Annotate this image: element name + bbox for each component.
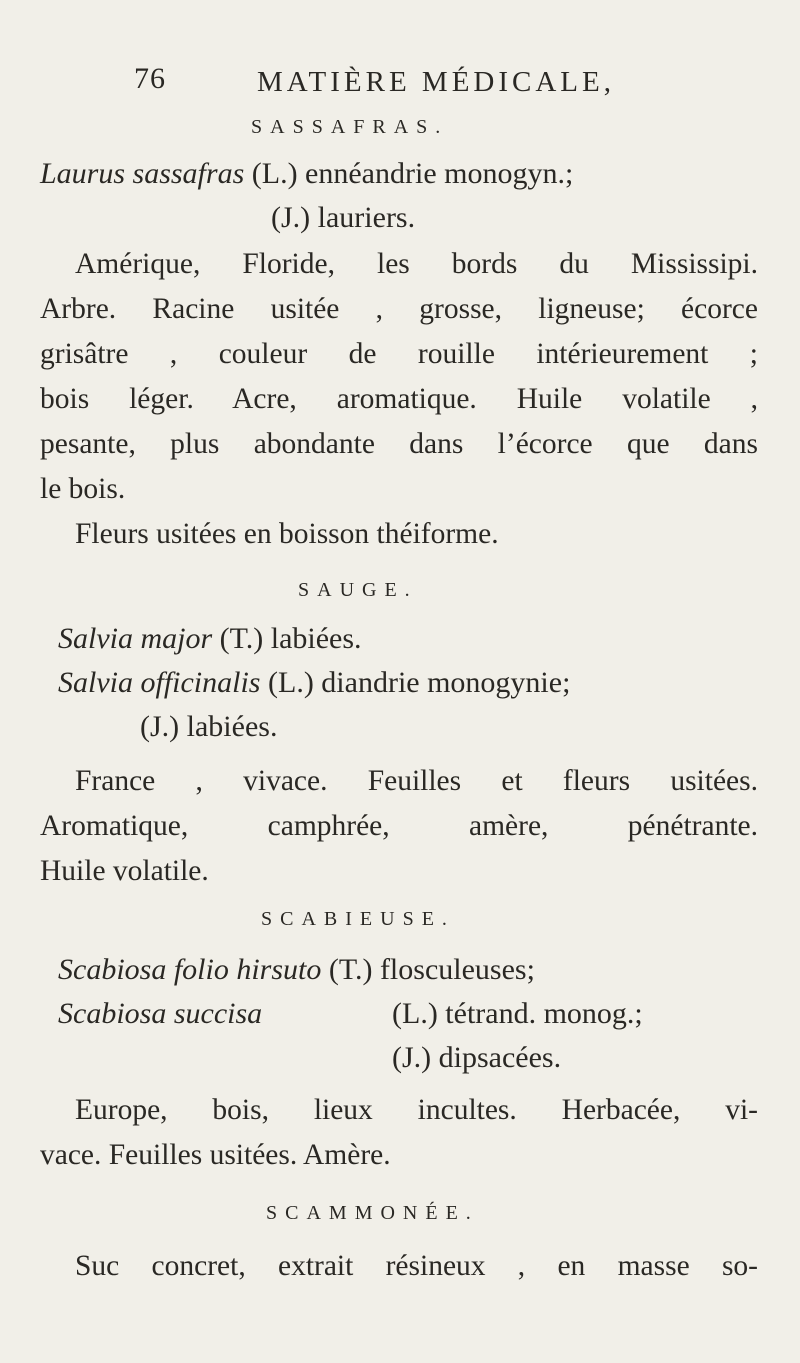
latin-name: Scabiosa succisa (58, 997, 263, 1030)
text-line: Amérique, Floride, les bords du Mississipi. (75, 248, 758, 280)
classification: (J.) labiées. (140, 710, 278, 743)
classification: (L.) ennéandrie monogyn.; (251, 157, 574, 190)
running-title: MATIÈRE MÉDICALE, (257, 66, 615, 98)
synonym-line (40, 705, 758, 749)
section-title: SCABIEUSE. (261, 908, 455, 930)
text-line: grisâtre , couleur de rouille intérieurement ; (40, 338, 758, 370)
text-line: le bois. (40, 473, 126, 505)
text-line: Suc concret, extrait résineux , en masse so- (75, 1250, 758, 1282)
classification: (J.) dipsacées. (392, 1041, 562, 1074)
description (40, 1088, 758, 1178)
page-number: 76 (134, 62, 166, 95)
latin-name: Salvia major (58, 622, 213, 655)
text-line: Europe, bois, lieux incultes. Herbacée, vi- (75, 1094, 758, 1126)
entry-scabieuse (40, 908, 758, 1178)
synonym-line (40, 617, 758, 661)
text-line: bois léger. Acre, aromatique. Huile volatile , (40, 383, 758, 415)
text-line: Arbre. Racine usitée , grosse, ligneuse; écorce (40, 293, 758, 325)
text-line: Huile volatile. (40, 855, 209, 887)
latin-name: Scabiosa folio hirsuto (58, 953, 322, 986)
section-title: SASSAFRAS. (251, 116, 449, 138)
description (40, 1244, 758, 1289)
synonym-line (40, 1036, 758, 1080)
section-title: SAUGE. (298, 579, 418, 601)
text-line: vace. Feuilles usitées. Amère. (40, 1139, 391, 1171)
entry-sassafras (40, 116, 758, 557)
running-head (40, 62, 758, 102)
classification: (L.) tétrand. monog.; (392, 997, 643, 1030)
classification: (T.) labiées. (219, 622, 362, 655)
synonym-line (40, 152, 758, 196)
classification: (J.) lauriers. (271, 201, 416, 234)
description (40, 242, 758, 512)
entry-scammonee (40, 1202, 758, 1289)
usage-note (40, 512, 758, 557)
classification: (L.) diandrie monogynie; (268, 666, 571, 699)
synonym-line (40, 196, 758, 240)
section-title: SCAMMONÉE. (266, 1202, 479, 1224)
synonym-line (40, 992, 758, 1036)
latin-name: Salvia officinalis (58, 666, 261, 699)
classification: (T.) flosculeuses; (328, 953, 535, 986)
text-line: France , vivace. Feuilles et fleurs usitées. (75, 765, 758, 797)
synonym-line (40, 661, 758, 705)
entry-sauge (40, 579, 758, 894)
synonym-line (40, 948, 758, 992)
latin-name: Laurus sassafras (40, 157, 245, 190)
description (40, 759, 758, 894)
text-line: pesante, plus abondante dans l’écorce que dans (40, 428, 758, 460)
text-line: Aromatique, camphrée, amère, pénétrante. (40, 810, 758, 842)
text-line: Fleurs usitées en boisson théiforme. (75, 518, 499, 550)
